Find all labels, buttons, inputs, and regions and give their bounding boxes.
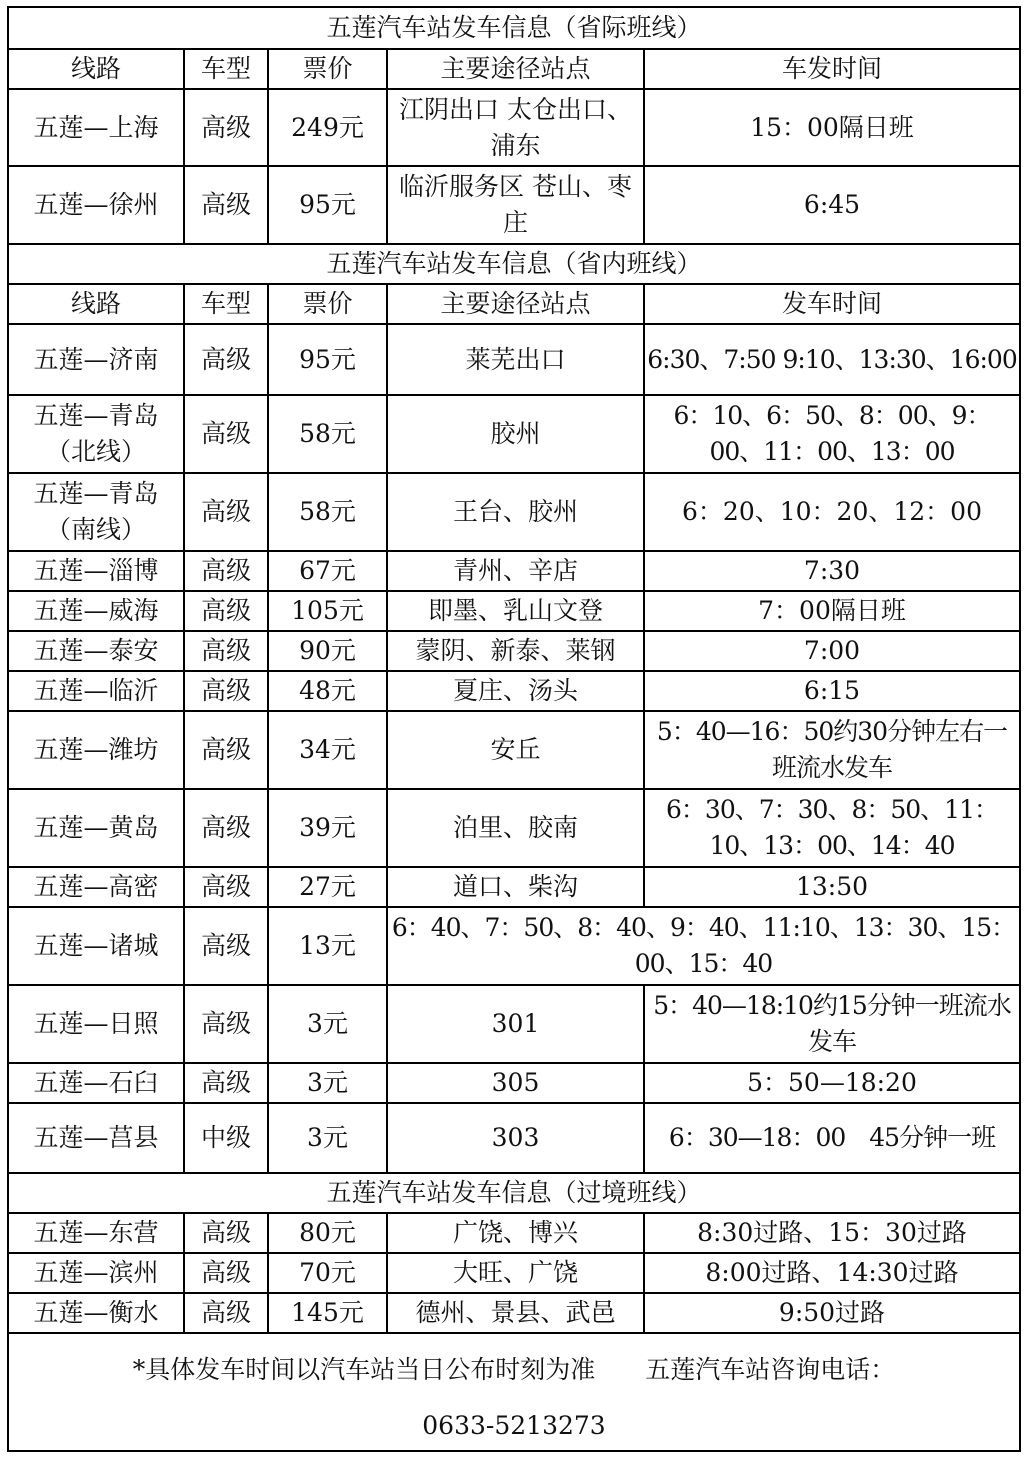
price-cell: 3元 <box>268 1103 387 1173</box>
table-row <box>8 551 1020 591</box>
type-cell: 高级 <box>184 591 268 631</box>
type-cell: 高级 <box>184 166 268 244</box>
stops-cell: 广饶、博兴 <box>387 1213 644 1253</box>
price-cell: 80元 <box>268 1213 387 1253</box>
time-cell: 13:50 <box>644 867 1020 907</box>
price-cell: 58元 <box>268 473 387 551</box>
table-row <box>8 867 1020 907</box>
type-cell: 高级 <box>184 867 268 907</box>
stops-cell: 江阴出口 太仓出口、浦东 <box>387 89 644 166</box>
header-stops: 主要途径站点 <box>387 49 644 89</box>
section-title-interprovincial: 五莲汽车站发车信息（省际班线） <box>8 7 1020 49</box>
time-cell: 6：10、6：50、8：00、9：00、11：00、13：00 <box>644 395 1020 473</box>
header-time: 发车时间 <box>644 284 1020 324</box>
table-row <box>8 1213 1020 1253</box>
table-row <box>8 631 1020 671</box>
time-cell: 8:30过路、15：30过路 <box>644 1213 1020 1253</box>
time-cell: 8:00过路、14:30过路 <box>644 1253 1020 1293</box>
type-cell: 高级 <box>184 671 268 711</box>
stops-cell: 道口、柴沟 <box>387 867 644 907</box>
route-cell: 五莲—淄博 <box>8 551 184 591</box>
header-time: 车发时间 <box>644 49 1020 89</box>
stops-cell: 301 <box>387 985 644 1063</box>
table-row <box>8 1103 1020 1173</box>
type-cell: 高级 <box>184 789 268 867</box>
route-cell: 五莲—泰安 <box>8 631 184 671</box>
route-cell: 五莲—石臼 <box>8 1063 184 1103</box>
price-cell: 70元 <box>268 1253 387 1293</box>
time-cell: 9:50过路 <box>644 1293 1020 1333</box>
time-cell-merged: 6：40、7：50、8：40、9：40、11:10、13：30、15：00、15：40 <box>387 907 1020 985</box>
time-cell: 6:15 <box>644 671 1020 711</box>
route-cell: 五莲—威海 <box>8 591 184 631</box>
type-cell: 高级 <box>184 985 268 1063</box>
header-stops: 主要途径站点 <box>387 284 644 324</box>
stops-cell: 临沂服务区 苍山、枣庄 <box>387 166 644 244</box>
type-cell: 高级 <box>184 473 268 551</box>
section-title-row <box>8 7 1020 49</box>
price-cell: 3元 <box>268 985 387 1063</box>
table-row <box>8 1253 1020 1293</box>
stops-cell: 安丘 <box>387 711 644 789</box>
price-cell: 58元 <box>268 395 387 473</box>
stops-cell: 青州、辛店 <box>387 551 644 591</box>
price-cell: 27元 <box>268 867 387 907</box>
table-row <box>8 789 1020 867</box>
type-cell: 高级 <box>184 1213 268 1253</box>
type-cell: 高级 <box>184 324 268 395</box>
stops-cell: 泊里、胶南 <box>387 789 644 867</box>
route-cell: 五莲—黄岛 <box>8 789 184 867</box>
header-row <box>8 49 1020 89</box>
header-row <box>8 284 1020 324</box>
stops-cell: 大旺、广饶 <box>387 1253 644 1293</box>
price-cell: 39元 <box>268 789 387 867</box>
section-title-row <box>8 1173 1020 1213</box>
route-cell: 五莲—济南 <box>8 324 184 395</box>
price-cell: 249元 <box>268 89 387 166</box>
type-cell: 高级 <box>184 907 268 985</box>
price-cell: 105元 <box>268 591 387 631</box>
type-cell: 高级 <box>184 1063 268 1103</box>
time-cell: 6:30、7:50 9:10、13:30、16:00 <box>644 324 1020 395</box>
price-cell: 13元 <box>268 907 387 985</box>
time-cell: 6：30、7：30、8：50、11：10、13：00、14：40 <box>644 789 1020 867</box>
stops-cell: 王台、胶州 <box>387 473 644 551</box>
stops-cell: 蒙阴、新泰、莱钢 <box>387 631 644 671</box>
table-row <box>8 985 1020 1063</box>
section-title-transit: 五莲汽车站发车信息（过境班线） <box>8 1173 1020 1213</box>
table-row <box>8 89 1020 166</box>
route-cell: 五莲—青岛（北线） <box>8 395 184 473</box>
route-cell: 五莲—临沂 <box>8 671 184 711</box>
route-cell: 五莲—上海 <box>8 89 184 166</box>
time-cell: 7:00 <box>644 631 1020 671</box>
route-cell: 五莲—潍坊 <box>8 711 184 789</box>
table-row <box>8 907 1020 985</box>
price-cell: 95元 <box>268 166 387 244</box>
route-cell: 五莲—诸城 <box>8 907 184 985</box>
price-cell: 3元 <box>268 1063 387 1103</box>
section-title-inprovince: 五莲汽车站发车信息（省内班线） <box>8 244 1020 284</box>
price-cell: 95元 <box>268 324 387 395</box>
header-type: 车型 <box>184 49 268 89</box>
footer-row <box>8 1333 1020 1451</box>
time-cell: 5：50—18:20 <box>644 1063 1020 1103</box>
section-title-row <box>8 244 1020 284</box>
stops-cell: 莱芜出口 <box>387 324 644 395</box>
type-cell: 高级 <box>184 89 268 166</box>
time-cell: 6：20、10：20、12：00 <box>644 473 1020 551</box>
route-cell: 五莲—衡水 <box>8 1293 184 1333</box>
header-route: 线路 <box>8 284 184 324</box>
time-cell: 5：40—18:10约15分钟一班流水发车 <box>644 985 1020 1063</box>
table-row <box>8 591 1020 631</box>
table-row <box>8 324 1020 395</box>
type-cell: 高级 <box>184 1293 268 1333</box>
footer-phone: 0633-5213273 <box>422 1411 606 1440</box>
stops-cell: 夏庄、汤头 <box>387 671 644 711</box>
time-cell: 7:30 <box>644 551 1020 591</box>
time-cell: 15：00隔日班 <box>644 89 1020 166</box>
table-row <box>8 711 1020 789</box>
type-cell: 中级 <box>184 1103 268 1173</box>
type-cell: 高级 <box>184 631 268 671</box>
price-cell: 90元 <box>268 631 387 671</box>
type-cell: 高级 <box>184 395 268 473</box>
type-cell: 高级 <box>184 711 268 789</box>
time-cell: 6:45 <box>644 166 1020 244</box>
route-cell: 五莲—东营 <box>8 1213 184 1253</box>
price-cell: 48元 <box>268 671 387 711</box>
route-cell: 五莲—青岛（南线） <box>8 473 184 551</box>
stops-cell: 即墨、乳山文登 <box>387 591 644 631</box>
route-cell: 五莲—滨州 <box>8 1253 184 1293</box>
footer-cell <box>8 1333 1020 1451</box>
stops-cell: 德州、景县、武邑 <box>387 1293 644 1333</box>
route-cell: 五莲—徐州 <box>8 166 184 244</box>
header-price: 票价 <box>268 49 387 89</box>
header-route: 线路 <box>8 49 184 89</box>
price-cell: 145元 <box>268 1293 387 1333</box>
stops-cell: 303 <box>387 1103 644 1173</box>
table-row <box>8 1063 1020 1103</box>
price-cell: 67元 <box>268 551 387 591</box>
table-row <box>8 1293 1020 1333</box>
route-cell: 五莲—莒县 <box>8 1103 184 1173</box>
table-row <box>8 395 1020 473</box>
time-cell: 6：30—18：00 45分钟一班 <box>644 1103 1020 1173</box>
table-row <box>8 671 1020 711</box>
stops-cell: 胶州 <box>387 395 644 473</box>
header-type: 车型 <box>184 284 268 324</box>
footer-note: *具体发车时间以汽车站当日公布时刻为准 五莲汽车站咨询电话： <box>132 1355 896 1384</box>
route-cell: 五莲—日照 <box>8 985 184 1063</box>
time-cell: 5：40—16：50约30分钟左右一班流水发车 <box>644 711 1020 789</box>
route-cell: 五莲—高密 <box>8 867 184 907</box>
type-cell: 高级 <box>184 1253 268 1293</box>
stops-cell: 305 <box>387 1063 644 1103</box>
table-row <box>8 166 1020 244</box>
time-cell: 7：00隔日班 <box>644 591 1020 631</box>
price-cell: 34元 <box>268 711 387 789</box>
type-cell: 高级 <box>184 551 268 591</box>
header-price: 票价 <box>268 284 387 324</box>
table-row <box>8 473 1020 551</box>
bus-schedule-table <box>7 6 1021 1452</box>
